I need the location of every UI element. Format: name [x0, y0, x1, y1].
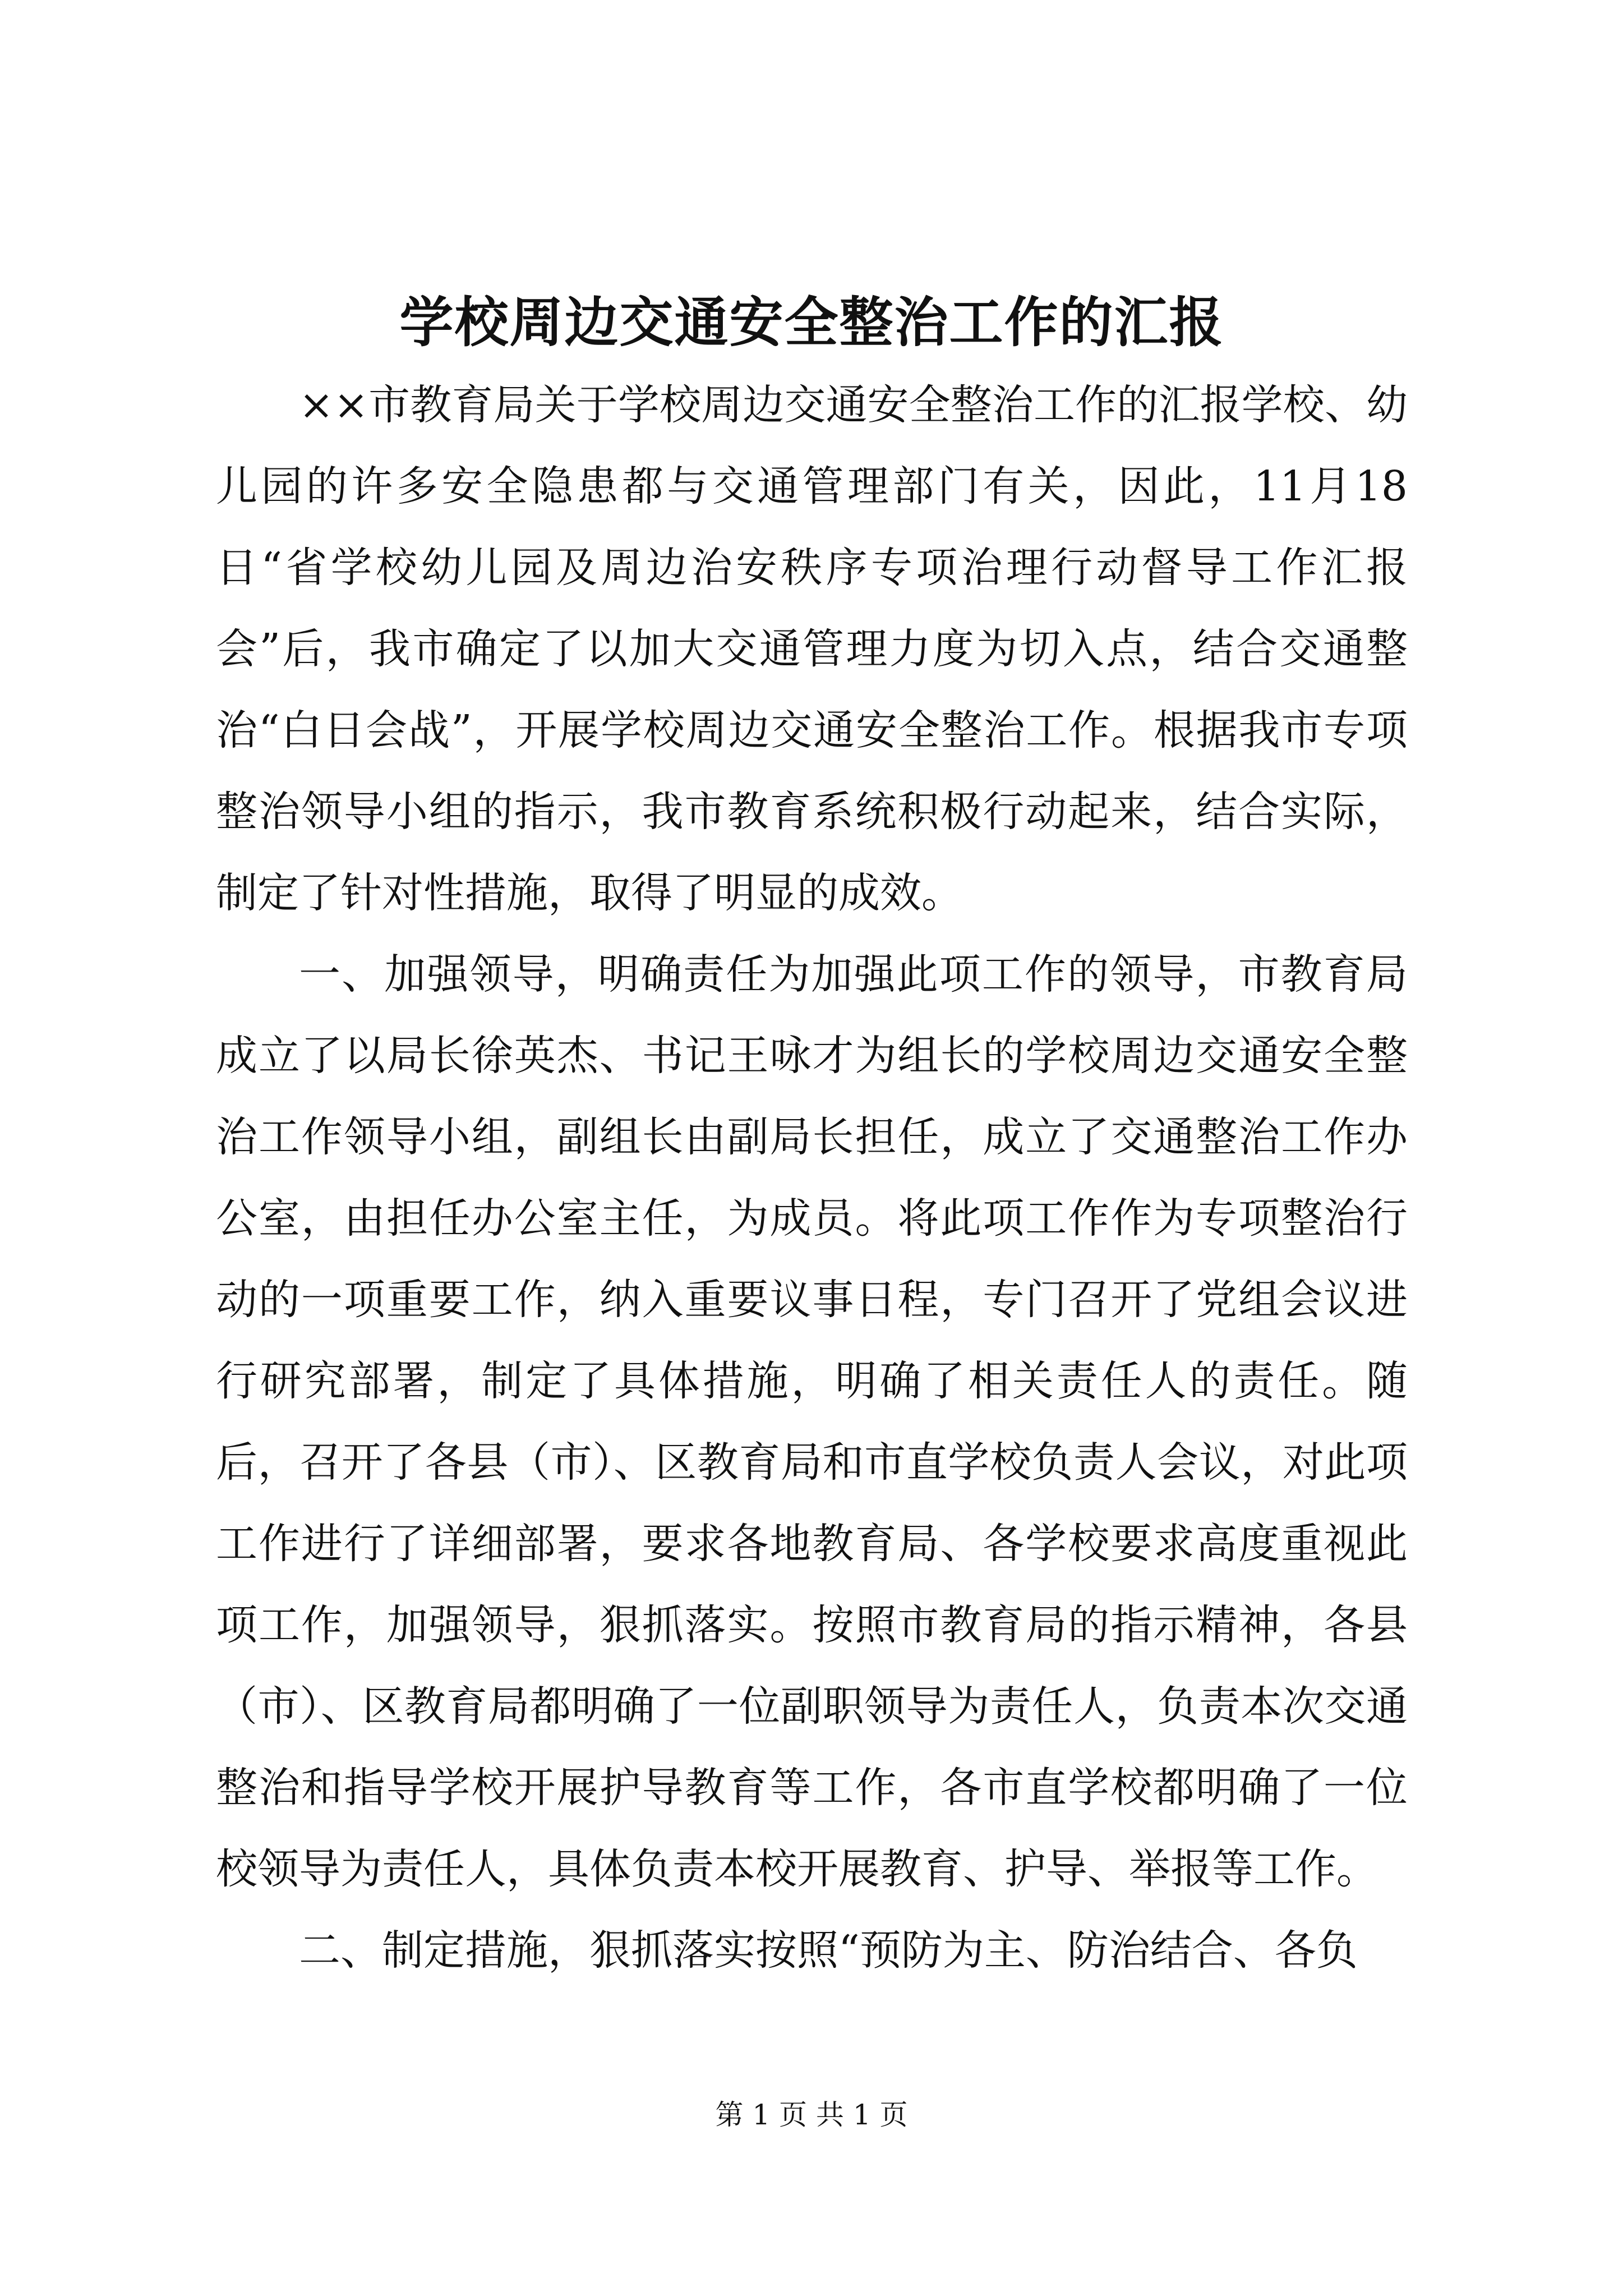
page-number-footer: 第 1 页 共 1 页 — [715, 2099, 908, 2131]
paragraph-section-1: 一、加强领导，明确责任为加强此项工作的领导，市教育局成立了以局长徐英杰、书记王咏才为组长的学校周边交通安全整治工作领导小组，副组长由副局长担任，成立了交通整治工作办公室，由担任办公室主任，为成员。将此项工作作为专项整治行动的一项重要工作，纳入重要议事日程，专门召开了党组会议进行研究部署，制定了具体措施，明确了相关责任人的责任。随后，召开了各县（市）、区教育局和市直学校负责人会议，对此项工作进行了详细部署，要求各地教育局、各学校要求高度重视此项工作，加强领导，狠抓落实。按照市教育局的指示精神，各县（市）、区教育局都明确了一位副职领导为责任人，负责本次交通整治和指导学校开展护导教育等工作，各市直学校都明确了一位校领导为责任人，具体负责本校开展教育、护导、举报等工作。 — [216, 950, 1408, 1893]
paragraph-section-2: 二、制定措施，狠抓落实按照“预防为主、防治结合、各负 — [299, 1926, 1358, 1975]
document-title: 学校周边交通安全整治工作的汇报 — [399, 291, 1224, 354]
paragraph-intro: ××市教育局关于学校周边交通安全整治工作的汇报学校、幼儿园的许多安全隐患都与交通管理部门有关，因此，11月18日“省学校幼儿园及周边治安秩序专项治理行动督导工作汇报会”后，我市确定了以加大交通管理力度为切入点，结合交通整治“白日会战”，开展学校周边交通安全整治工作。根据我市专项整治领导小组的指示，我市教育系统积极行动起来，结合实际，制定了针对性措施，取得了明显的成效。 — [216, 381, 1408, 917]
document-body — [216, 365, 1408, 1991]
